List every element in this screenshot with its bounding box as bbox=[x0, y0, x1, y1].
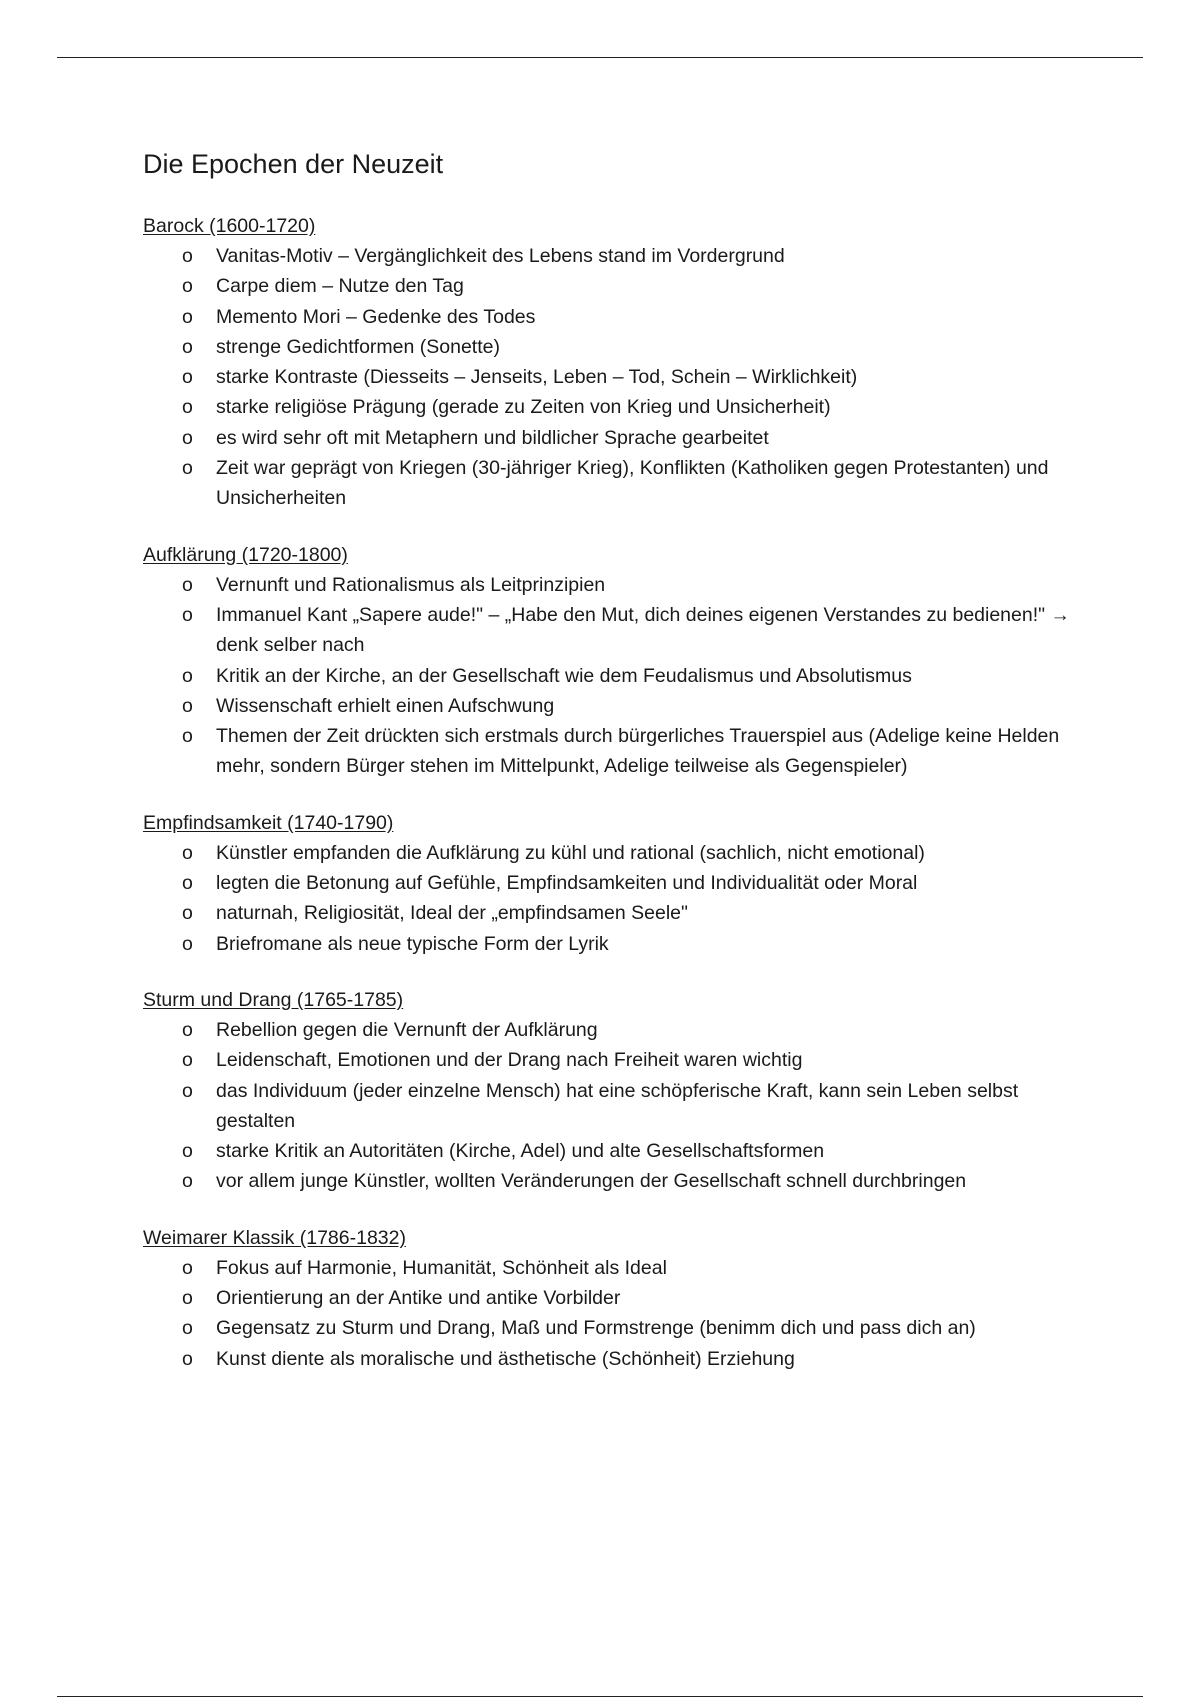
list-item-text: Themen der Zeit drückten sich erstmals durch bürgerliches Trauerspiel aus (Adelige keine Helden mehr, sondern Bürger stehen im Mittelpunkt, Adelige teilweise als Gegenspieler) bbox=[216, 725, 1060, 778]
bullet-marker: o bbox=[182, 305, 193, 328]
list-item-text: vor allem junge Künstler, wollten Veränderungen der Gesellschaft schnell durchbringen bbox=[216, 1170, 967, 1193]
list-item bbox=[143, 1045, 1083, 1075]
list-item bbox=[143, 1015, 1083, 1045]
bullet-marker: o bbox=[182, 1317, 193, 1340]
list-item-text: naturnah, Religiosität, Ideal der „empfindsamen Seele" bbox=[216, 902, 688, 925]
list-item bbox=[143, 868, 1083, 898]
list-item bbox=[143, 600, 1083, 661]
bullet-marker: o bbox=[182, 245, 193, 267]
list-item-text: legten die Betonung auf Gefühle, Empfindsamkeiten und Individualität oder Moral bbox=[216, 872, 918, 895]
header-rule bbox=[57, 57, 1143, 58]
list-item bbox=[143, 721, 1083, 782]
bullet-marker: o bbox=[182, 1079, 193, 1102]
document-body bbox=[143, 143, 1083, 1400]
section-heading: Barock (1600-1720) bbox=[143, 215, 316, 237]
bullet-marker: o bbox=[182, 396, 193, 419]
list-item-text: Vanitas-Motiv – Vergänglichkeit des Lebens stand im Vordergrund bbox=[216, 245, 785, 267]
section-aufklaerung bbox=[143, 540, 1083, 782]
list-item-text: starke Kritik an Autoritäten (Kirche, Adel) und alte Gesellschaftsformen bbox=[216, 1140, 825, 1163]
list-item bbox=[143, 332, 1083, 362]
bullet-marker: o bbox=[182, 902, 193, 925]
list-item-text: starke Kontraste (Diesseits – Jenseits, Leben – Tod, Schein – Wirklichkeit) bbox=[216, 366, 858, 389]
list-item bbox=[143, 838, 1083, 868]
bullet-list bbox=[143, 838, 1083, 959]
list-item-text: Memento Mori – Gedenke des Todes bbox=[216, 305, 536, 328]
list-item bbox=[143, 570, 1083, 600]
list-item bbox=[143, 392, 1083, 422]
bullet-marker: o bbox=[182, 573, 193, 596]
list-item bbox=[143, 362, 1083, 392]
list-item-text: Leidenschaft, Emotionen und der Drang nach Freiheit waren wichtig bbox=[216, 1049, 803, 1072]
bullet-marker: o bbox=[182, 1170, 193, 1193]
section-sturm-und-drang bbox=[143, 985, 1083, 1197]
list-item bbox=[143, 1136, 1083, 1166]
list-item bbox=[143, 271, 1083, 301]
section-heading: Sturm und Drang (1765-1785) bbox=[143, 988, 404, 1011]
bullet-marker: o bbox=[182, 841, 193, 864]
bullet-list bbox=[143, 1015, 1083, 1197]
section-heading: Aufklärung (1720-1800) bbox=[143, 543, 348, 566]
list-item bbox=[143, 691, 1083, 721]
bullet-marker: o bbox=[182, 872, 193, 895]
list-item-text: Wissenschaft erhielt einen Aufschwung bbox=[216, 694, 555, 717]
list-item-text: strenge Gedichtformen (Sonette) bbox=[216, 335, 500, 358]
bullet-marker: o bbox=[182, 275, 193, 298]
bullet-marker: o bbox=[182, 664, 193, 687]
bullet-list bbox=[143, 241, 1083, 514]
section-barock bbox=[143, 211, 1083, 514]
list-item bbox=[143, 1166, 1083, 1196]
footer-rule bbox=[57, 1696, 1143, 1697]
bullet-marker: o bbox=[182, 725, 193, 748]
list-item-text: Rebellion gegen die Vernunft der Aufklärung bbox=[216, 1018, 598, 1041]
bullet-marker: o bbox=[182, 694, 193, 717]
bullet-marker: o bbox=[182, 1018, 193, 1041]
list-item bbox=[143, 1253, 1083, 1283]
bullet-marker: o bbox=[182, 426, 193, 449]
bullet-marker: o bbox=[182, 1287, 193, 1310]
list-item bbox=[143, 898, 1083, 928]
bullet-list bbox=[143, 1253, 1083, 1374]
bullet-marker: o bbox=[182, 1049, 193, 1072]
section-heading: Weimarer Klassik (1786-1832) bbox=[143, 1226, 406, 1249]
bullet-marker: o bbox=[182, 603, 193, 626]
list-item-text: Briefromane als neue typische Form der Lyrik bbox=[216, 932, 609, 955]
bullet-marker: o bbox=[182, 457, 193, 480]
page-title: Die Epochen der Neuzeit bbox=[143, 149, 444, 179]
list-item-text: Fokus auf Harmonie, Humanität, Schönheit als Ideal bbox=[216, 1256, 667, 1279]
list-item bbox=[143, 661, 1083, 691]
section-weimarer-klassik bbox=[143, 1223, 1083, 1374]
list-item bbox=[143, 1313, 1083, 1343]
list-item-text: Orientierung an der Antike und antike Vorbilder bbox=[216, 1287, 621, 1310]
list-item-text: Vernunft und Rationalismus als Leitprinzipien bbox=[216, 573, 606, 596]
list-item-text: es wird sehr oft mit Metaphern und bildlicher Sprache gearbeitet bbox=[216, 426, 769, 449]
list-item bbox=[143, 1344, 1083, 1374]
list-item-text: Immanuel Kant „Sapere aude!" – „Habe den Mut, dich deines eigenen Verstandes zu bedienen!" → denk selber nach bbox=[216, 603, 1070, 657]
bullet-marker: o bbox=[182, 335, 193, 358]
list-item bbox=[143, 423, 1083, 453]
list-item-text: das Individuum (jeder einzelne Mensch) hat eine schöpferische Kraft, kann sein Leben selbst gestalten bbox=[216, 1079, 1019, 1132]
section-heading: Empfindsamkeit (1740-1790) bbox=[143, 811, 394, 834]
bullet-list bbox=[143, 570, 1083, 782]
list-item bbox=[143, 1283, 1083, 1313]
list-item-text: Carpe diem – Nutze den Tag bbox=[216, 275, 464, 298]
bullet-marker: o bbox=[182, 1140, 193, 1163]
list-item-text: Kritik an der Kirche, an der Gesellschaft wie dem Feudalismus und Absolutismus bbox=[216, 664, 912, 687]
bullet-marker: o bbox=[182, 1347, 193, 1370]
list-item bbox=[143, 241, 1083, 271]
list-item-text: Kunst diente als moralische und ästhetische (Schönheit) Erziehung bbox=[216, 1347, 795, 1370]
bullet-marker: o bbox=[182, 1256, 193, 1279]
section-empfindsamkeit bbox=[143, 808, 1083, 959]
list-item bbox=[143, 929, 1083, 959]
list-item-text: Zeit war geprägt von Kriegen (30-jähriger Krieg), Konflikten (Katholiken gegen Protestanten) und Unsicherheiten bbox=[216, 457, 1049, 510]
bullet-marker: o bbox=[182, 366, 193, 389]
list-item bbox=[143, 1076, 1083, 1137]
list-item bbox=[143, 453, 1083, 514]
list-item-text: Gegensatz zu Sturm und Drang, Maß und Formstrenge (benimm dich und pass dich an) bbox=[216, 1317, 976, 1340]
list-item bbox=[143, 302, 1083, 332]
list-item-text: Künstler empfanden die Aufklärung zu kühl und rational (sachlich, nicht emotional) bbox=[216, 841, 925, 864]
bullet-marker: o bbox=[182, 932, 193, 955]
list-item-text: starke religiöse Prägung (gerade zu Zeiten von Krieg und Unsicherheit) bbox=[216, 396, 831, 419]
